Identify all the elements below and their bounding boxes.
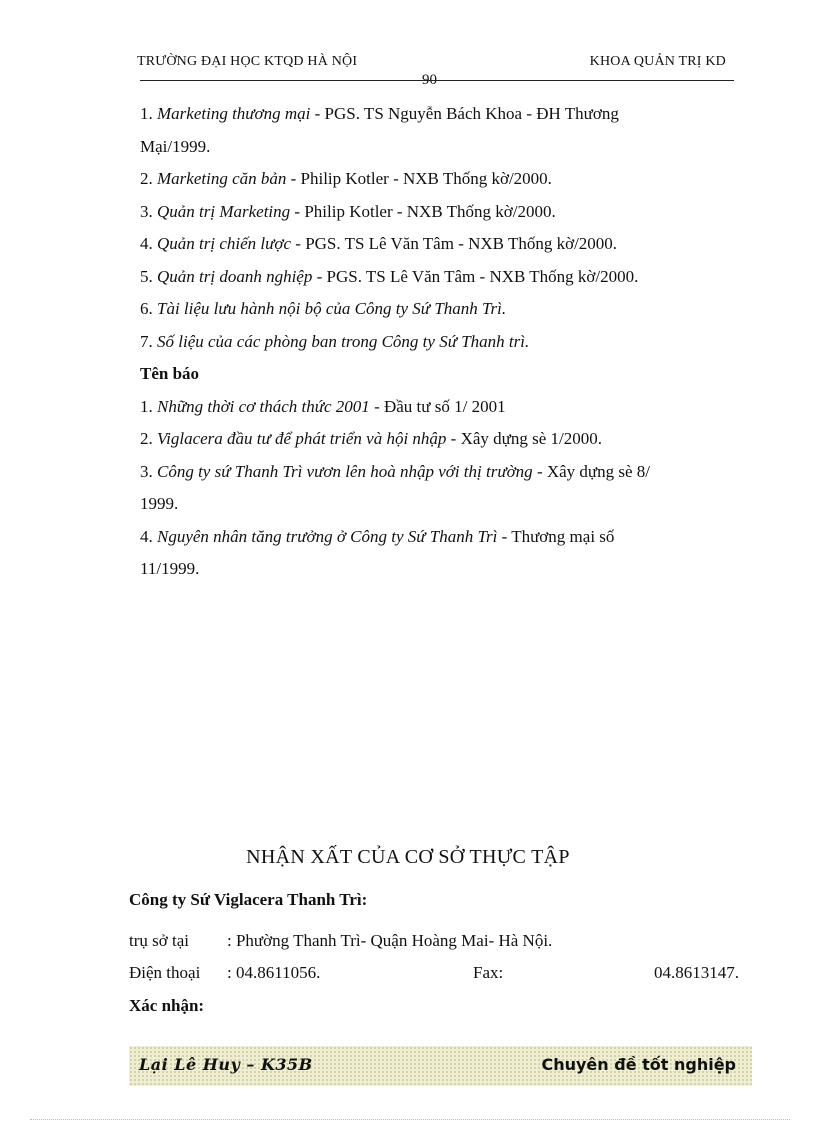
reference-item: 7. Số liệu của các phòng ban trong Công ty Sứ Thanh trì. xyxy=(140,331,530,351)
newspapers-heading: Tên báo xyxy=(140,364,200,383)
reference-item: 2. Marketing căn bản - Philip Kotler - NXB Thống kờ/2000. xyxy=(140,169,552,188)
phone-label: Điện thoại xyxy=(129,963,201,982)
newspaper-item: 1. Những thời cơ thách thức 2001 - Đầu tư số 1/ 2001 xyxy=(140,396,506,416)
company-name: Công ty Sứ Viglacera Thanh Trì: xyxy=(129,890,368,909)
newspaper-item-continuation: 11/1999. xyxy=(140,559,200,578)
header-school: TRƯỜNG ĐẠI HỌC KTQD HÀ NỘI xyxy=(137,54,358,69)
phone-value: : 04.8611056. xyxy=(227,963,321,982)
confirmation-label: Xác nhận: xyxy=(129,996,205,1015)
review-title: NHẬN XẤT CỦA CƠ SỞ THỰC TẬP xyxy=(246,846,570,868)
header-faculty: KHOA QUẢN TRỊ KD xyxy=(589,54,726,69)
reference-list xyxy=(140,98,720,586)
page-number: 90 xyxy=(422,72,437,88)
reference-item: 6. Tài liệu lưu hành nội bộ của Công ty Sứ Thanh Trì. xyxy=(140,299,507,318)
reference-item: 3. Quản trị Marketing - Philip Kotler - NXB Thống kờ/2000. xyxy=(140,201,556,221)
footer-author: Lại Lê Huy – K35B xyxy=(139,1055,313,1074)
header-divider xyxy=(140,80,734,81)
reference-item: 4. Quản trị chiến lược - PGS. TS Lê Văn Tâm - NXB Thống kờ/2000. xyxy=(140,234,618,253)
fax-label: Fax: xyxy=(473,963,504,982)
reference-item-continuation: Mại/1999. xyxy=(140,136,211,156)
reference-item: 1. Marketing thương mại - PGS. TS Nguyễn Bách Khoa - ĐH Thương xyxy=(140,104,619,123)
newspaper-item: 4. Nguyên nhân tăng trưởng ở Công ty Sứ Thanh Trì - Thương mại số xyxy=(140,526,615,546)
page-footer xyxy=(129,1046,752,1086)
newspaper-item: 3. Công ty sứ Thanh Trì vươn lên hoà nhập với thị trường - Xây dựng sè 8/ xyxy=(140,461,651,481)
address-value: : Phường Thanh Trì- Quận Hoàng Mai- Hà Nội. xyxy=(227,931,553,950)
fax-value: 04.8613147. xyxy=(654,963,739,982)
contact-line xyxy=(129,963,739,983)
newspaper-item: 2. Viglacera đầu tư để phát triển và hội nhập - Xây dựng sè 1/2000. xyxy=(140,429,603,448)
address-label: trụ sở tại xyxy=(129,931,189,950)
reference-item: 5. Quản trị doanh nghiệp - PGS. TS Lê Văn Tâm - NXB Thống kờ/2000. xyxy=(140,266,639,286)
address-line xyxy=(129,931,552,951)
newspaper-item-continuation: 1999. xyxy=(140,494,179,513)
page-bottom-divider xyxy=(30,1119,790,1120)
footer-subject: Chuyên đề tốt nghiệp xyxy=(541,1055,736,1074)
